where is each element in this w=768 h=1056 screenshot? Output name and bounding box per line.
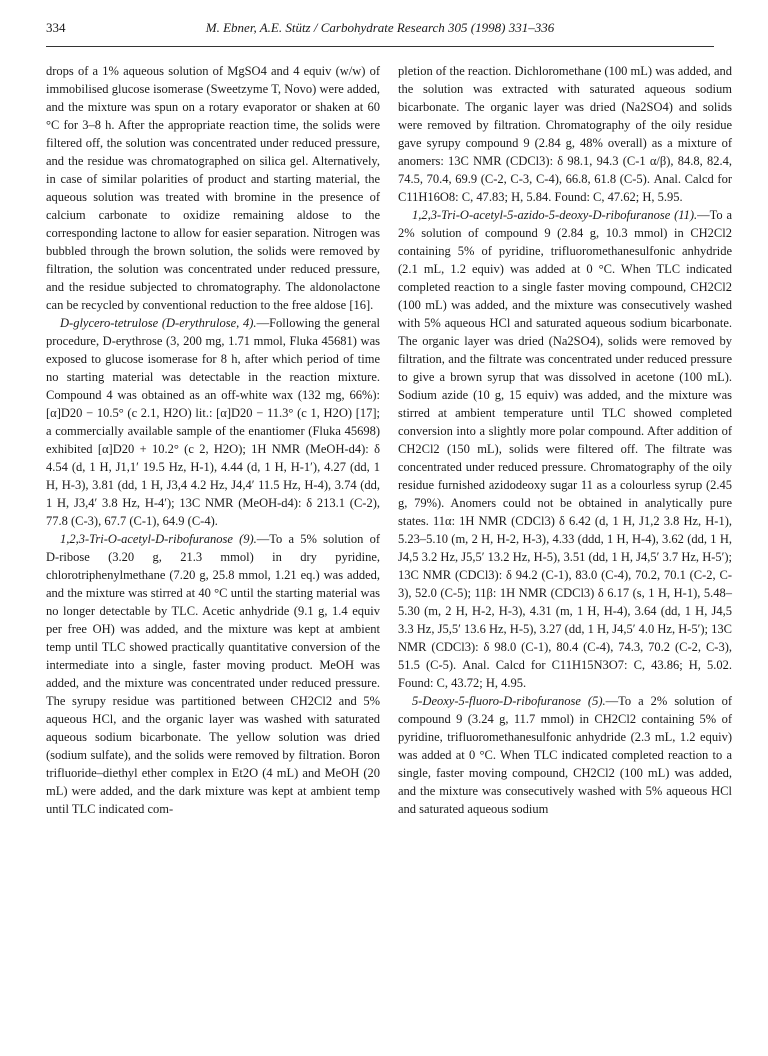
paragraph-text: pletion of the reaction. Dichloromethane (100 mL) was added, and the solution was extracted with saturated aqueous sodium bicarbonate. The organic layer was dried (Na2SO4) and solids were removed by filtration. Chromatography of the oily residue gave syrupy compound 9 (2.84 g, 48% overall) as a mixture of anomers: 13C NMR (CDCl3): δ 98.1, 94.3 (C-1 α/β), 84.8, 82.4, 74.5, 70.4, 69.9 (C-2, C-3, C-4), 66.8, 61.8 (C-5). Anal. Calcd for C11H16O8: C, 47.83; H, 5.84. Found: C, 47.62; H, 5.95. [398, 64, 732, 204]
paragraph [46, 530, 380, 818]
paragraph [398, 692, 732, 818]
page-number: 334 [46, 20, 66, 35]
paragraph-text: —To a 2% solution of compound 9 (3.24 g, 11.7 mmol) in CH2Cl2 containing 5% of pyridine, trifluoromethanesulfonic anhydride (2.3 mL, 1.2 equiv) was added at 0 °C. When TLC indicated completed reaction to a single, faster moving compound, CH2Cl2 (100 mL) was added, and the mixture was consecutively washed with 5% aqueous HCl and saturated aqueous sodium [398, 694, 732, 816]
paragraph-text: —Following the general procedure, D-erythrose (3, 200 mg, 1.71 mmol, Fluka 45681) was exposed to glucose isomerase for 8 h, after which period of time no starting material was detectable in the reaction mixture. Compound 4 was obtained as an off-white wax (132 mg, 66%): [α]D20 − 10.5° (c 2.1, H2O) lit.: [α]D20 − 11.3° (c 1, H2O) [17]; a commercially available sample of the enantiomer (Fluka 45698) exhibited [α]D20 + 10.2° (c 2, H2O); 1H NMR (MeOH-d4): δ 4.54 (d, 1 H, J1,1′ 19.5 Hz, H-1), 4.44 (d, 1 H, H-1′), 4.27 (dd, 1 H, H-3), 3.81 (dd, 1 H, J3,4 4.2 Hz, J4,4′ 11.5 Hz, H-4), 3.74 (dd, 1 H, J3,4′ 3.8 Hz, H-4′); 13C NMR (MeOH-d4): δ 213.1 (C-2), 77.8 (C-3), 67.7 (C-1), 64.9 (C-4). [46, 316, 381, 528]
right-column [398, 62, 732, 818]
section-heading: 1,2,3-Tri-O-acetyl-D-ribofuranose (9). [60, 532, 257, 546]
paragraph [398, 206, 732, 692]
section-heading: 1,2,3-Tri-O-acetyl-5-azido-5-deoxy-D-ribofuranose (11). [412, 208, 698, 222]
section-heading: 5-Deoxy-5-fluoro-D-ribofuranose (5). [412, 694, 606, 708]
left-column [46, 62, 380, 818]
running-head: M. Ebner, A.E. Stütz / Carbohydrate Research 305 (1998) 331–336 [205, 20, 555, 35]
page-header [46, 20, 714, 42]
paragraph-text: —To a 2% solution of compound 9 (2.84 g, 10.3 mmol) in CH2Cl2 containing 5% of pyridine, trifluoromethanesulfonic anhydride (2.1 mL, 1.2 equiv) was added at 0 °C. When TLC indicated completed reaction to a single faster moving compound, CH2Cl2 (100 mL) was added, and the mixture was consecutively washed with 5% aqueous HCl and saturated aqueous sodium bicarbonate. The organic layer was dried (Na2SO4), solids were removed by filtration, and the filtrate was concentrated under reduced pressure to give a brown syrup that was dissolved in acetone (100 mL). Sodium azide (10 g, 15 equiv) was added, and the mixture was stirred at ambient temperature until TLC showed completed conversion into a slightly more polar compound. After addition of CH2Cl2 (150 mL), solids were filtered off. The filtrate was concentrated under reduced pressure. Chromatography of the oily residue furnished azidodeoxy sugar 11 as a colourless syrup (2.45 g, 79%). Anomers could not be obtained in analytically pure states. 11α: 1H NMR (CDCl3) δ 6.42 (d, 1 H, J1,2 3.8 Hz, H-1), 5.23–5.10 (m, 2 H, H-2, H-3), 4.33 (ddd, 1 H, H-4), 3.62 (dd, 1 H, J4,5 3.2 Hz, J5,5′ 13.2 Hz, H-5), 3.51 (dd, 1 H, J4,5′ 3.7 Hz, H-5′); 13C NMR (CDCl3): δ 94.2 (C-1), 83.0 (C-4), 70.2, 70.1 (C-2, C-3), 52.0 (C-5); 11β: 1H NMR (CDCl3) δ 6.17 (s, 1 H, H-1), 5.48–5.30 (m, 2 H, H-2, H-3), 4.31 (m, 1 H, H-4), 3.64 (dd, 1 H, J4,5 3.3 Hz, J5,5′ 13.6 Hz, H-5), 3.27 (dd, 1 H, J4,5′ 4.0 Hz, H-5′); 13C NMR (CDCl3): δ 98.0 (C-1), 80.4 (C-4), 74.3, 70.2 (C-2, C-3), 51.5 (C-5). Anal. Calcd for C11H15N3O7: C, 43.86; H, 5.02. Found: C, 43.72; H, 4.95. [398, 208, 732, 690]
paragraph [398, 62, 732, 206]
section-heading: D-glycero-tetrulose (D-erythrulose, 4). [60, 316, 257, 330]
paragraph-text: —To a 5% solution of D-ribose (3.20 g, 21.3 mmol) in dry pyridine, chlorotriphenylmethane (7.20 g, 25.8 mmol, 1.21 eq.) was added, and the mixture was stirred at 40 °C until the starting material was no longer detectable by TLC. Acetic anhydride (9.1 g, 1.4 equiv per free OH) was added, and the mixture was kept at ambient temp until TLC showed practically quantitative conversion of the intermediate into a single, faster moving product. MeOH was added, and the mixture was concentrated under reduced pressure. The syrupy residue was partitioned between CH2Cl2 and 5% aqueous HCl, and the organic layer was washed with saturated aqueous sodium bicarbonate. The yellow solution was dried (sodium sulfate), and the solids were removed by filtration. Boron trifluoride–diethyl ether complex in Et2O (4 mL) and MeOH (20 mL) were added, and the dark mixture was kept at ambient temp until TLC indicated com- [46, 532, 380, 816]
paragraph [46, 62, 380, 314]
paragraph-text: drops of a 1% aqueous solution of MgSO4 and 4 equiv (w/w) of immobilised glucose isomerase (Sweetzyme T, Novo) were added, and the mixture was spun on a rotary evaporator or shaken at 60 °C for 3–8 h. After the appropriate reaction time, the solids were filtered off, the solution was concentrated under reduced pressure, and the residue was chromatographed on silica gel. Alternatively, in case of similar polarities of product and starting material, the aqueous solution was treated with bromine in the presence of calcium carbonate to oxidize remaining aldose to the corresponding lactone to allow for easier separation. Nitrogen was bubbled through the brown solution, the solids were removed by filtration, the solution was concentrated under reduced pressure, and the residue subjected to chromatography. The aldonolactone can be recycled by conventional reduction to the free aldose [16]. [46, 64, 380, 312]
header-rule [46, 46, 714, 47]
paragraph [46, 314, 380, 530]
